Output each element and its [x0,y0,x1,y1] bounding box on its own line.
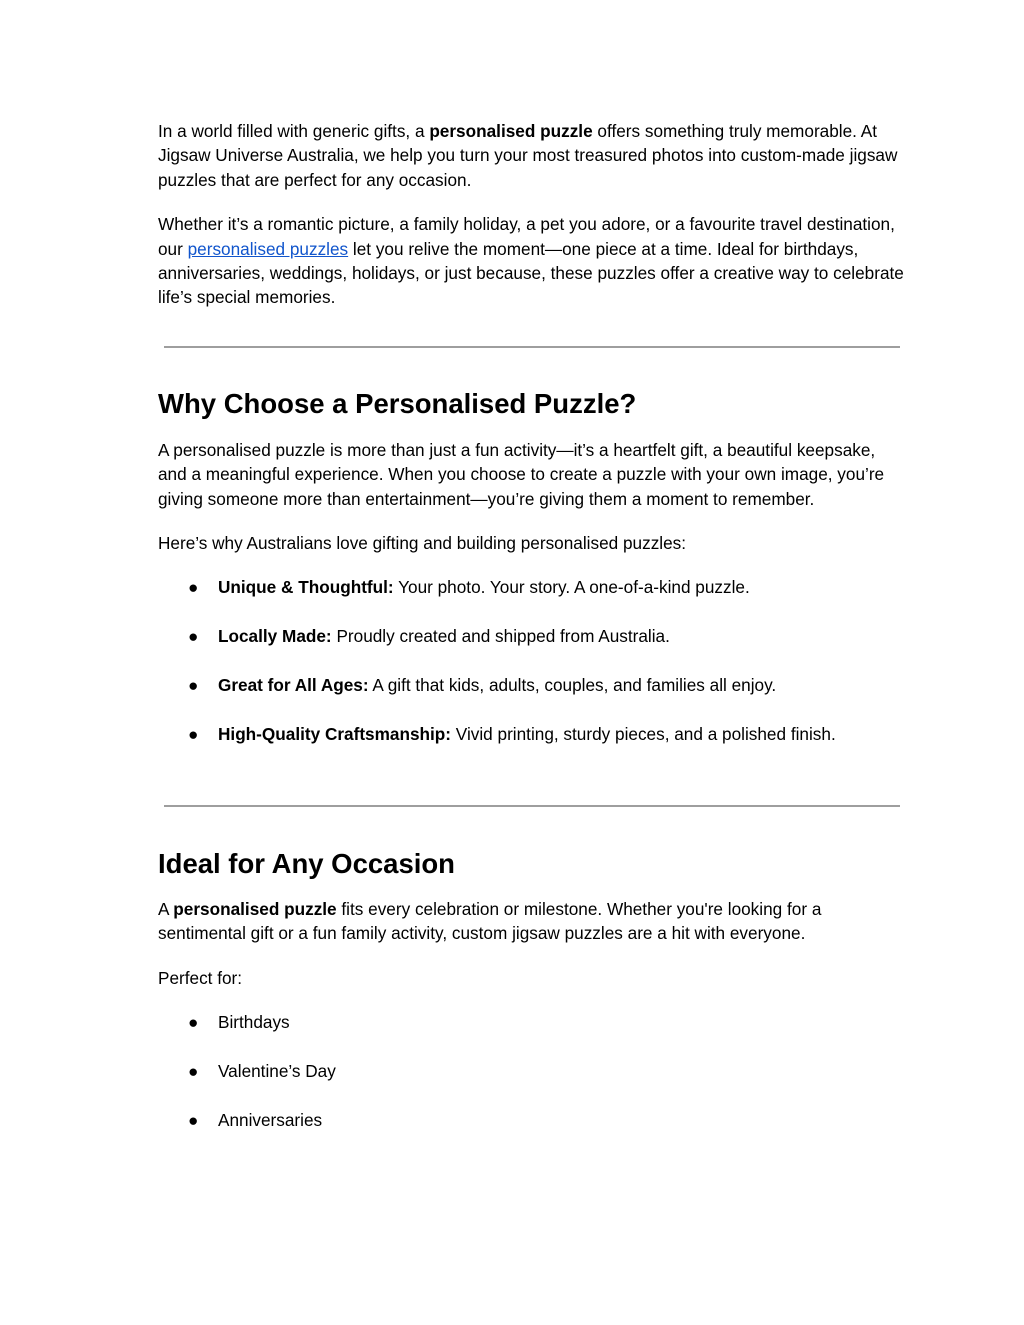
list-item [158,673,906,697]
list-item-text: Anniversaries [218,1109,323,1130]
list-item-text: A gift that kids, adults, couples, and families all enjoy. [368,674,777,695]
bullet-icon: ● [188,1109,199,1130]
intro-paragraph-1 [158,119,906,192]
occasion-p1-bold: personalised puzzle [173,898,337,919]
intro-p1-text-start: In a world filled with generic gifts, a [158,121,430,141]
list-item-bold: Locally Made: [218,626,332,647]
intro-p1-bold: personalised puzzle [429,121,593,141]
occasion-bullet-list [158,1010,906,1132]
bullet-icon: ● [188,626,199,647]
bullet-icon: ● [188,1012,199,1033]
bullet-icon: ● [188,577,199,598]
list-item [158,624,906,648]
list-item-text: Valentine’s Day [218,1060,336,1081]
bullet-icon: ● [188,723,199,744]
intro-p2-text-start: Whether it’s a romantic picture, a family holiday, a pet you adore, or a favourite travel destination, our [158,214,895,259]
list-item-text: Birthdays [218,1012,290,1033]
why-paragraph-2: Here’s why Australians love gifting and building personalised puzzles: [158,533,687,554]
horizontal-divider [164,805,900,807]
occasion-paragraph-2: Perfect for: [158,967,243,988]
list-item-text: Proudly created and shipped from Australia. [331,626,670,647]
list-item-text: Your photo. Your story. A one-of-a-kind puzzle. [393,577,750,598]
document-page [158,119,906,1132]
intro-p2-text-end: let you relive the moment—one piece at a time. Ideal for birthdays, anniversaries, weddings, holidays, or just because, these puzzles offer a creative way to celebrate life’s special memories. [158,238,904,308]
list-item [158,1010,906,1034]
list-item-bold: Unique & Thoughtful: [218,577,394,598]
bullet-icon: ● [188,1060,199,1081]
ideal-occasion-heading: Ideal for Any Occasion [158,847,455,879]
why-paragraph-1: A personalised puzzle is more than just a fun activity—it’s a heartfelt gift, a beautiful keepsake, and a meaningful experience. When you choose to create a puzzle with your own image, you’re giving someone more than entertainment—you’re giving them a moment to remember. [158,439,885,509]
list-item [158,722,906,746]
list-item [158,1059,906,1083]
bullet-icon: ● [188,674,199,695]
intro-paragraph-2 [158,212,906,310]
list-item [158,575,906,599]
list-item-bold: Great for All Ages: [218,674,369,695]
occasion-p1-text-start: A [158,898,174,919]
why-bullet-list [158,575,906,746]
intro-p1-text-end: offers something truly memorable. At Jigsaw Universe Australia, we help you turn your most treasured photos into custom-made jigsaw puzzles that are perfect for any occasion. [158,121,898,190]
list-item-text: Vivid printing, sturdy pieces, and a polished finish. [451,723,836,744]
personalised-puzzles-link[interactable]: personalised puzzles [187,238,349,259]
list-item [158,1108,906,1132]
why-choose-heading: Why Choose a Personalised Puzzle? [158,387,637,419]
occasion-paragraph-1 [158,897,906,946]
list-item-bold: High-Quality Craftsmanship: [218,723,452,744]
horizontal-divider [164,346,900,348]
occasion-p1-text-end: fits every celebration or milestone. Whether you're looking for a sentimental gift or a fun family activity, custom jigsaw puzzles are a hit with everyone. [158,898,822,944]
